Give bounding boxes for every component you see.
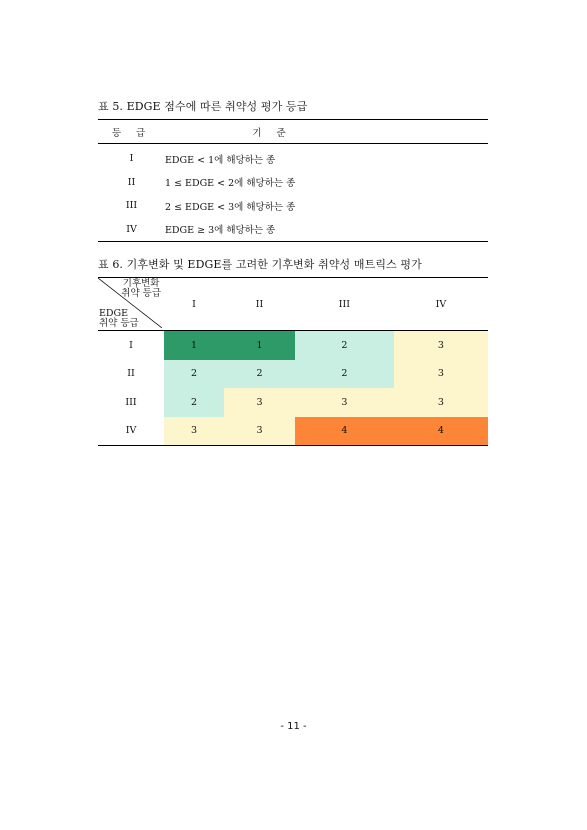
grade-cell: IV — [126, 223, 137, 235]
matrix-cell: 2 — [164, 360, 224, 389]
criteria-cell: 1 ≤ EDGE < 2에 해당하는 종 — [165, 178, 296, 190]
row-label: IV — [125, 425, 137, 437]
table5-header-row — [98, 120, 488, 144]
matrix-cell: 2 — [295, 331, 394, 360]
column-header: IV — [394, 278, 488, 331]
vulnerability-matrix-table — [98, 277, 488, 446]
matrix-cell: 1 — [164, 331, 224, 360]
table-row — [98, 194, 488, 218]
row-label: III — [125, 396, 137, 408]
corner-climate-line1: 기후변화 — [122, 278, 160, 289]
corner-climate-label — [121, 279, 161, 299]
table-row — [98, 218, 488, 242]
corner-edge-line1: EDGE — [99, 308, 129, 319]
table5-caption: 표 5. EDGE 점수에 따른 취약성 평가 등급 — [98, 100, 308, 113]
matrix-cell: 2 — [224, 360, 295, 389]
table6-caption: 표 6. 기후변화 및 EDGE를 고려한 기후변화 취약성 매트릭스 평가 — [98, 258, 422, 271]
matrix-cell: 3 — [224, 388, 295, 417]
table-row — [98, 360, 488, 389]
matrix-cell: 3 — [224, 417, 295, 446]
matrix-cell: 3 — [394, 360, 488, 389]
matrix-cell: 4 — [394, 417, 488, 446]
column-header: III — [295, 278, 394, 331]
table-row — [98, 331, 488, 360]
matrix-cell: 3 — [164, 417, 224, 446]
matrix-cell: 1 — [224, 331, 295, 360]
matrix-cell: 2 — [164, 388, 224, 417]
table-row — [98, 417, 488, 446]
row-label: I — [129, 339, 133, 351]
grade-cell: I — [129, 153, 134, 165]
column-header: II — [224, 278, 295, 331]
matrix-cell: 2 — [295, 360, 394, 389]
table-row — [98, 144, 488, 171]
table-row — [98, 171, 488, 195]
matrix-cell: 3 — [394, 388, 488, 417]
edge-grade-table — [98, 119, 488, 242]
grade-cell: II — [127, 176, 136, 188]
page-number: - 11 - — [280, 721, 307, 732]
corner-climate-line2: 취약 등급 — [121, 288, 161, 299]
corner-edge-label — [99, 309, 139, 329]
table5-header-criteria: 기 준 — [165, 120, 488, 144]
table6-header-row — [98, 278, 488, 331]
criteria-cell: EDGE ≥ 3에 해당하는 종 — [165, 225, 276, 237]
corner-edge-line2: 취약 등급 — [99, 318, 139, 329]
grade-cell: III — [125, 200, 138, 212]
matrix-cell: 4 — [295, 417, 394, 446]
matrix-cell: 3 — [295, 388, 394, 417]
table-row — [98, 388, 488, 417]
matrix-cell: 3 — [394, 331, 488, 360]
row-label: II — [127, 368, 135, 380]
matrix-corner-cell — [98, 278, 164, 331]
criteria-cell: 2 ≤ EDGE < 3에 해당하는 종 — [165, 201, 296, 213]
table5-header-grade: 등 급 — [98, 120, 165, 144]
column-header: I — [164, 278, 224, 331]
criteria-cell: EDGE < 1에 해당하는 종 — [165, 154, 276, 166]
